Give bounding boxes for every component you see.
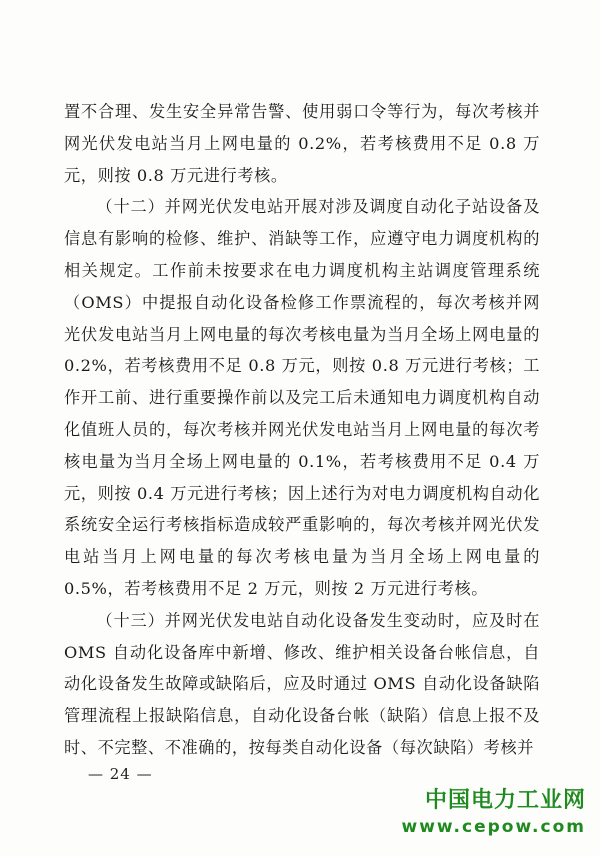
paragraph-continuation: 置不合理、发生安全异常告警、使用弱口令等行为，每次考核并网光伏发电站当月上网电量的 0.2%，若考核费用不足 0.8 万元，则按 0.8 万元进行考核。 — [64, 102, 540, 185]
paragraph-item-12: （十二）并网光伏发电站开展对涉及调度自动化子站设备及信息有影响的检修、维护、消缺等工作，应遵守电力调度机构的相关规定。工作前未按要求在电力调度机构主站调度管理系统（OMS）中提报自动化设备检修工作票流程的，每次考核并网光伏发电站当月上网电量的每次考核电量为当月全场上网电量的 0.2%，若考核费用不足 0.8 万元，则按 0.8 万元进行考核；工作开工前、进行重要操作前以及完工后未通知电力调度机构自动化值班人员的，每次考核并网光伏发电站当月上网电量的每次考核电量为当月全场上网电量的 0.1%，若考核费用不足 0.4 万元，则按 0.4 万元进行考核；因上述行为对电力调度机构自动化系统安全运行考核指标造成较严重影响的，每次考核并网光伏发电站当月上网电量的每次考核电量为当月全场上网电量的 0.5%，若考核费用不足 2 万元，则按 2 万元进行考核。 — [64, 197, 540, 598]
page-number: — 24 — — [88, 765, 153, 783]
site-watermark — [402, 786, 587, 838]
body-text — [64, 96, 540, 764]
watermark-url: www.cepow.com — [401, 817, 586, 837]
paragraph-item-13: （十三）并网光伏发电站自动化设备发生变动时，应及时在 OMS 自动化设备库中新增、修改、维护相关设备台帐信息，自动化设备发生故障或缺陷后，应及时通过 OMS 自动化设备缺陷管理流程上报缺陷信息，自动化设备台帐（缺陷）信息上报不及时、不完整、不准确的，按每类自动化设备（每次缺陷）考核并 — [64, 610, 540, 757]
watermark-site-name: 中国电力工业网 — [424, 788, 586, 813]
